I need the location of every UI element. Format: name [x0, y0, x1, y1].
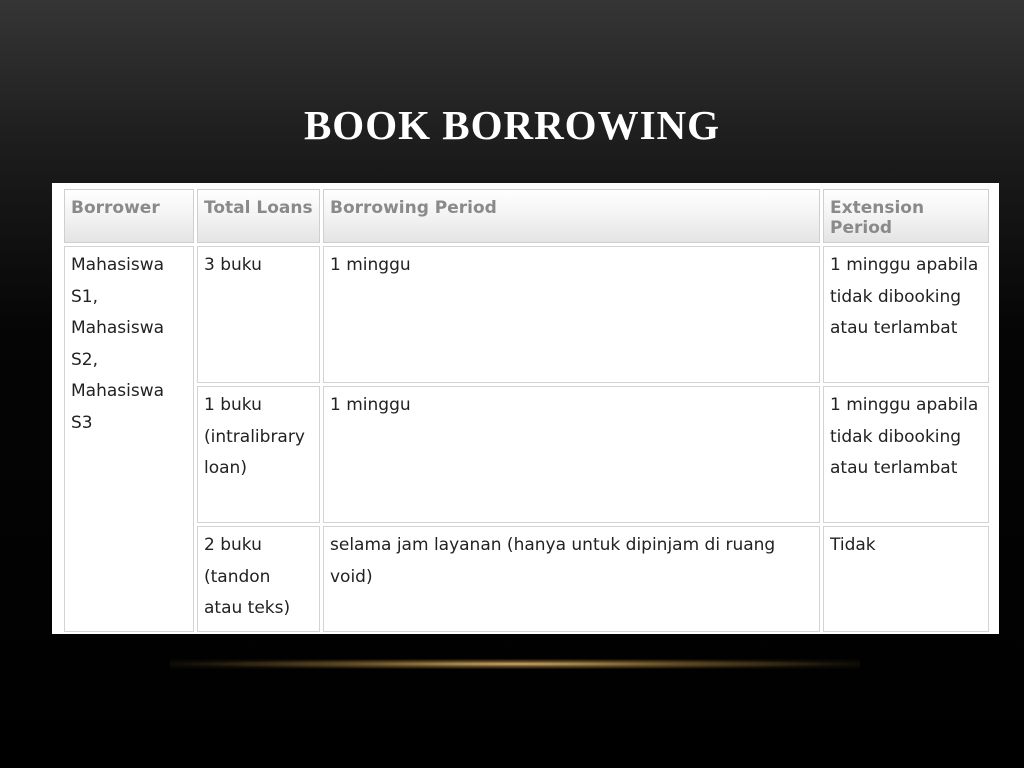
- header-borrowing-period: Borrowing Period: [323, 189, 820, 243]
- header-extension-period: Extension Period: [823, 189, 989, 243]
- table-frame: [52, 183, 999, 634]
- cell-total-loans: [197, 526, 320, 632]
- cell-total-loans: [197, 246, 320, 383]
- gold-divider-line: [170, 659, 860, 669]
- borrowing-table: [61, 186, 992, 634]
- total-loans-text: 1 buku (intralibrary loan): [204, 395, 305, 478]
- borrowing-period-text: 1 minggu: [330, 255, 411, 275]
- total-loans-text: 3 buku: [204, 255, 262, 275]
- extension-period-text: Tidak: [830, 535, 876, 555]
- cell-borrowing-period: [323, 386, 820, 523]
- table-row: [64, 526, 989, 632]
- slide-title: BOOK BORROWING: [303, 102, 721, 148]
- cell-extension-period: [823, 386, 989, 523]
- cell-extension-period: [823, 526, 989, 632]
- extension-period-text: 1 minggu apabila tidak dibooking atau terlambat: [830, 395, 979, 478]
- borrowing-period-text: 1 minggu: [330, 395, 411, 415]
- header-total-loans: Total Loans: [197, 189, 320, 243]
- table-header-row: [64, 189, 989, 243]
- total-loans-text: 2 buku (tandon atau teks): [204, 535, 291, 618]
- cell-extension-period: [823, 246, 989, 383]
- borrower-text: Mahasiswa S1, Mahasiswa S2, Mahasiswa S3: [71, 255, 165, 433]
- cell-borrowing-period: [323, 246, 820, 383]
- borrowing-period-text: selama jam layanan (hanya untuk dipinjam di ruang void): [330, 535, 776, 587]
- cell-borrowing-period: [323, 526, 820, 632]
- extension-period-text: 1 minggu apabila tidak dibooking atau terlambat: [830, 255, 979, 338]
- cell-borrower: [64, 246, 194, 632]
- table-row: [64, 386, 989, 523]
- header-borrower: Borrower: [64, 189, 194, 243]
- table-row: [64, 246, 989, 383]
- cell-total-loans: [197, 386, 320, 523]
